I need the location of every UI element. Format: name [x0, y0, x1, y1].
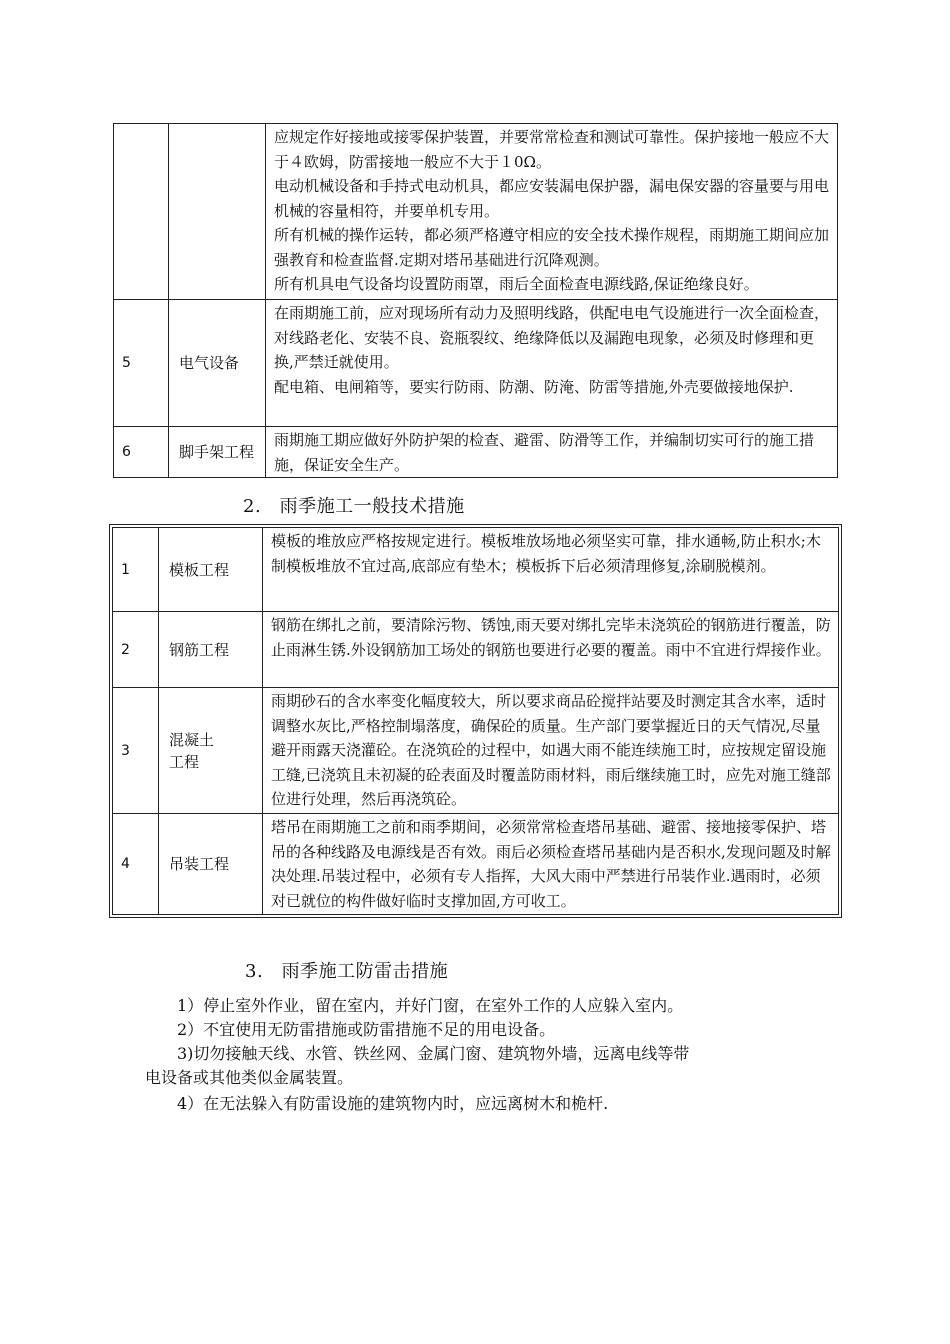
paragraph: 配电箱、电闸箱等，要实行防雨、防潮、防淹、防雷等措施,外壳要做接地保护.: [274, 377, 794, 396]
row-item: 电气设备: [169, 300, 266, 427]
paragraph: 电动机械设备和手持式电动机具，都应安装漏电保护器，漏电保安器的容量要与用电机械的容量相符，并要单机专用。: [274, 177, 830, 220]
paragraph: 在雨期施工前，应对现场所有动力及照明线路，供配电电气设施进行一次全面检查，对线路老化、安装不良、瓷瓶裂纹、绝缘降低以及漏跑电现象，必须及时修理和更换,严禁迁就使用。: [274, 304, 830, 371]
table-row: [113, 612, 839, 688]
row-number: 4: [113, 814, 159, 915]
row-item-cell: [169, 124, 266, 300]
row-number: 1: [113, 528, 159, 612]
table-row: [113, 814, 839, 915]
paragraph: 所有机械的操作运转，都必须严格遵守相应的安全技术操作规程，雨期施工期间应加强教育和检查监督.定期对塔吊基础进行沉降观测。: [274, 226, 830, 269]
row-item-text: 混凝土工程: [169, 730, 215, 771]
row-item: 钢筋工程: [159, 612, 263, 688]
measure-item: 4）在无法躲入有防雷设施的建筑物内时，应远离树木和桅杆.: [177, 1094, 609, 1113]
table-row: [114, 124, 838, 300]
section-heading-3: 3. 雨季施工防雷击措施: [245, 961, 449, 982]
measure-item: 1）停止室外作业，留在室内，并好门窗，在室外工作的人应躲入室内。: [177, 996, 684, 1015]
row-item: 脚手架工程: [169, 427, 266, 478]
table-row: [114, 427, 838, 478]
row-content-cell: [266, 427, 838, 478]
row-number: 6: [114, 427, 169, 478]
row-item: 吊装工程: [159, 814, 263, 915]
row-item: [159, 688, 263, 814]
row-number-cell: [114, 124, 169, 300]
section-heading-2: 2. 雨季施工一般技术措施: [243, 496, 465, 517]
paragraph: 应规定作好接地或接零保护装置，并要常常检查和测试可靠性。保护接地一般应不大于４欧姆，防雷接地一般应不大于１0Ω。: [274, 128, 830, 171]
table-row: [113, 688, 839, 814]
table-row: [114, 300, 838, 427]
electrical-measures-table: [113, 123, 838, 478]
row-content-cell: [266, 124, 838, 300]
row-content: 塔吊在雨期施工之前和雨季期间，必须常常检查塔吊基础、避雷、接地接零保护、塔吊的各种线路及电源线是否有效。雨后必须检查塔吊基础内是否积水,发现问题及时解决处理.吊装过程中，必须有专人指挥，大风大雨中严禁进行吊装作业.遇雨时，必须对已就位的构件做好临时支撑加固,方可收工。: [263, 814, 839, 915]
row-content: 模板的堆放应严格按规定进行。模板堆放场地必须坚实可靠，排水通畅,防止积水;木制模板堆放不宜过高,底部应有垫木；模板拆下后必须清理修复,涂刷脱模剂。: [263, 528, 839, 612]
row-content: 雨期砂石的含水率变化幅度较大，所以要求商品砼搅拌站要及时测定其含水率，适时调整水灰比,严格控制塌落度，确保砼的质量。生产部门要掌握近日的天气情况,尽量避开雨露天浇灌砼。在浇筑砼的过程中，如遇大雨不能连续施工时，应按规定留设施工缝,已浇筑且未初凝的砼表面及时覆盖防雨材料，雨后继续施工时，应先对施工缝部位进行处理，然后再浇筑砼。: [263, 688, 839, 814]
measure-item: 2）不宜使用无防雷措施或防雷措施不足的用电设备。: [177, 1020, 556, 1039]
row-number: 3: [113, 688, 159, 814]
row-number: 5: [114, 300, 169, 427]
row-content: 钢筋在绑扎之前，要清除污物、锈蚀,雨天要对绑扎完毕未浇筑砼的钢筋进行覆盖，防止雨淋生锈.外设钢筋加工场处的钢筋也要进行必要的覆盖。雨中不宜进行焊接作业。: [263, 612, 839, 688]
row-number: 2: [113, 612, 159, 688]
measure-item: 3)切勿接触天线、水管、铁丝网、金属门窗、建筑物外墙，远离电线等带: [177, 1044, 690, 1063]
paragraph: 雨期施工期应做好外防护架的检查、避雷、防滑等工作，并编制切实可行的施工措施，保证安全生产。: [274, 431, 815, 474]
measure-item-continued: 电设备或其他类似金属装置。: [145, 1068, 354, 1087]
paragraph: 所有机具电气设备均设置防雨罩，雨后全面检查电源线路,保证绝缘良好。: [274, 275, 759, 293]
technical-measures-table: [112, 527, 839, 915]
row-item: 模板工程: [159, 528, 263, 612]
table-row: [113, 528, 839, 612]
row-content-cell: [266, 300, 838, 427]
